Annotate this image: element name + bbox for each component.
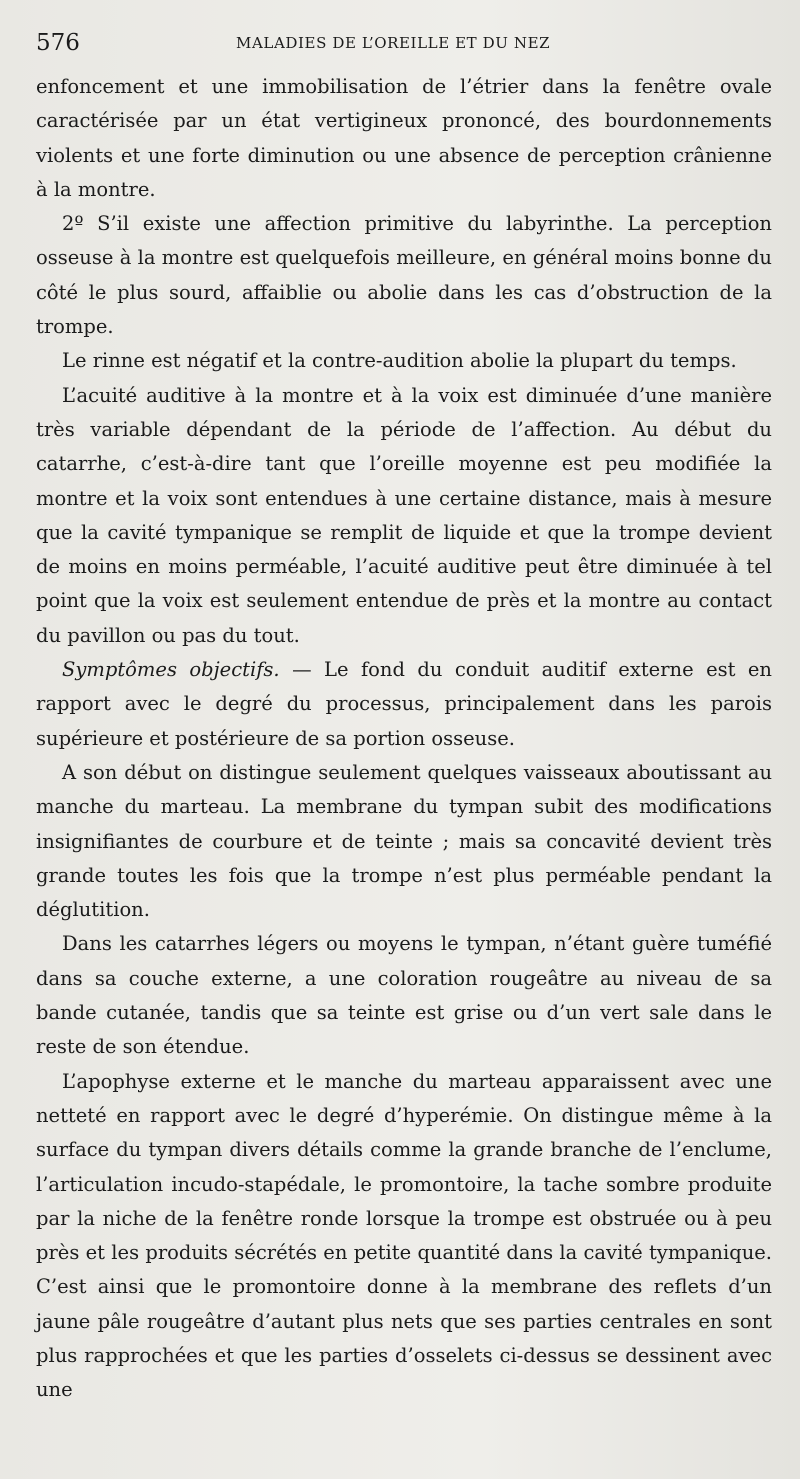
- paragraph: [36, 207, 772, 344]
- paragraph: [36, 379, 772, 653]
- paragraph: [36, 1065, 772, 1408]
- paragraph: [36, 344, 772, 378]
- paragraph-text: 2º S’il existe une affection primitive du labyrinthe. La perception osseuse à la montre est quelquefois meilleure, en général moins bonne du côté le plus sourd, affaiblie ou abolie dans les cas d’obstruction de la trompe.: [36, 212, 772, 339]
- body-text: [36, 70, 772, 1408]
- paragraph-text: L’apophyse externe et le manche du marteau apparaissent avec une netteté en rapport avec le degré d’hyperémie. On distingue même à la surface du tympan divers détails comme la grande branche de l’enclume, l’articulation incudo-stapédale, le promontoire, la tache sombre produite par la niche de la fenêtre ronde lorsque la trompe est obstruée ou à peu près et les produits sécrétés en petite quantité dans la cavité tympanique. C’est ainsi que le promontoire donne à la membrane des reflets d’un jaune pâle rougeâtre d’autant plus nets que ses parties centrales en sont plus rapprochées et que les parties d’osselets ci-dessus se dessinent avec une: [36, 1069, 772, 1402]
- running-title: MALADIES DE L’OREILLE ET DU NEZ: [236, 34, 551, 52]
- paragraph: [36, 927, 772, 1064]
- paragraph-text: enfoncement et une immobilisation de l’étrier dans la fenêtre ovale caractérisée par un état vertigineux prononcé, des bourdonnements violents et une forte diminution ou une absence de perception crânienne à la montre.: [36, 75, 772, 201]
- paragraph-text: Dans les catarrhes légers ou moyens le tympan, n’étant guère tuméfié dans sa couche externe, a une coloration rougeâtre au niveau de sa bande cutanée, tandis que sa teinte est grise ou d’un vert sale dans le reste de son étendue.: [36, 932, 772, 1059]
- paragraph-text: — Le fond du conduit auditif externe est en rapport avec le degré du processus, principalement dans les parois supérieure et postérieure de sa portion osseuse.: [36, 658, 772, 750]
- page-header: [36, 30, 776, 62]
- paragraph: [36, 70, 772, 207]
- section-heading: Symptômes objectifs.: [62, 658, 280, 682]
- paragraph: [36, 756, 772, 927]
- paragraph-text: Le rinne est négatif et la contre-audition abolie la plupart du temps.: [62, 349, 737, 373]
- page-number: 576: [36, 30, 80, 56]
- paragraph: [36, 653, 772, 756]
- paragraph-text: L’acuité auditive à la montre et à la voix est diminuée d’une manière très variable dépendant de la période de l’affection. Au début du catarrhe, c’est-à-dire tant que l’oreille moyenne est peu modifiée la montre et la voix sont entendues à une certaine distance, mais à mesure que la cavité tympanique se remplit de liquide et que la trompe devient de moins en moins perméable, l’acuité auditive peut être diminuée à tel point que la voix est seulement entendue de près et la montre au contact du pavillon ou pas du tout.: [36, 383, 772, 647]
- paragraph-text: A son début on distingue seulement quelques vaisseaux aboutissant au manche du marteau. La membrane du tympan subit des modifications insignifiantes de courbure et de teinte ; mais sa concavité devient très grande toutes les fois que la trompe n’est plus perméable pendant la déglutition.: [36, 760, 772, 922]
